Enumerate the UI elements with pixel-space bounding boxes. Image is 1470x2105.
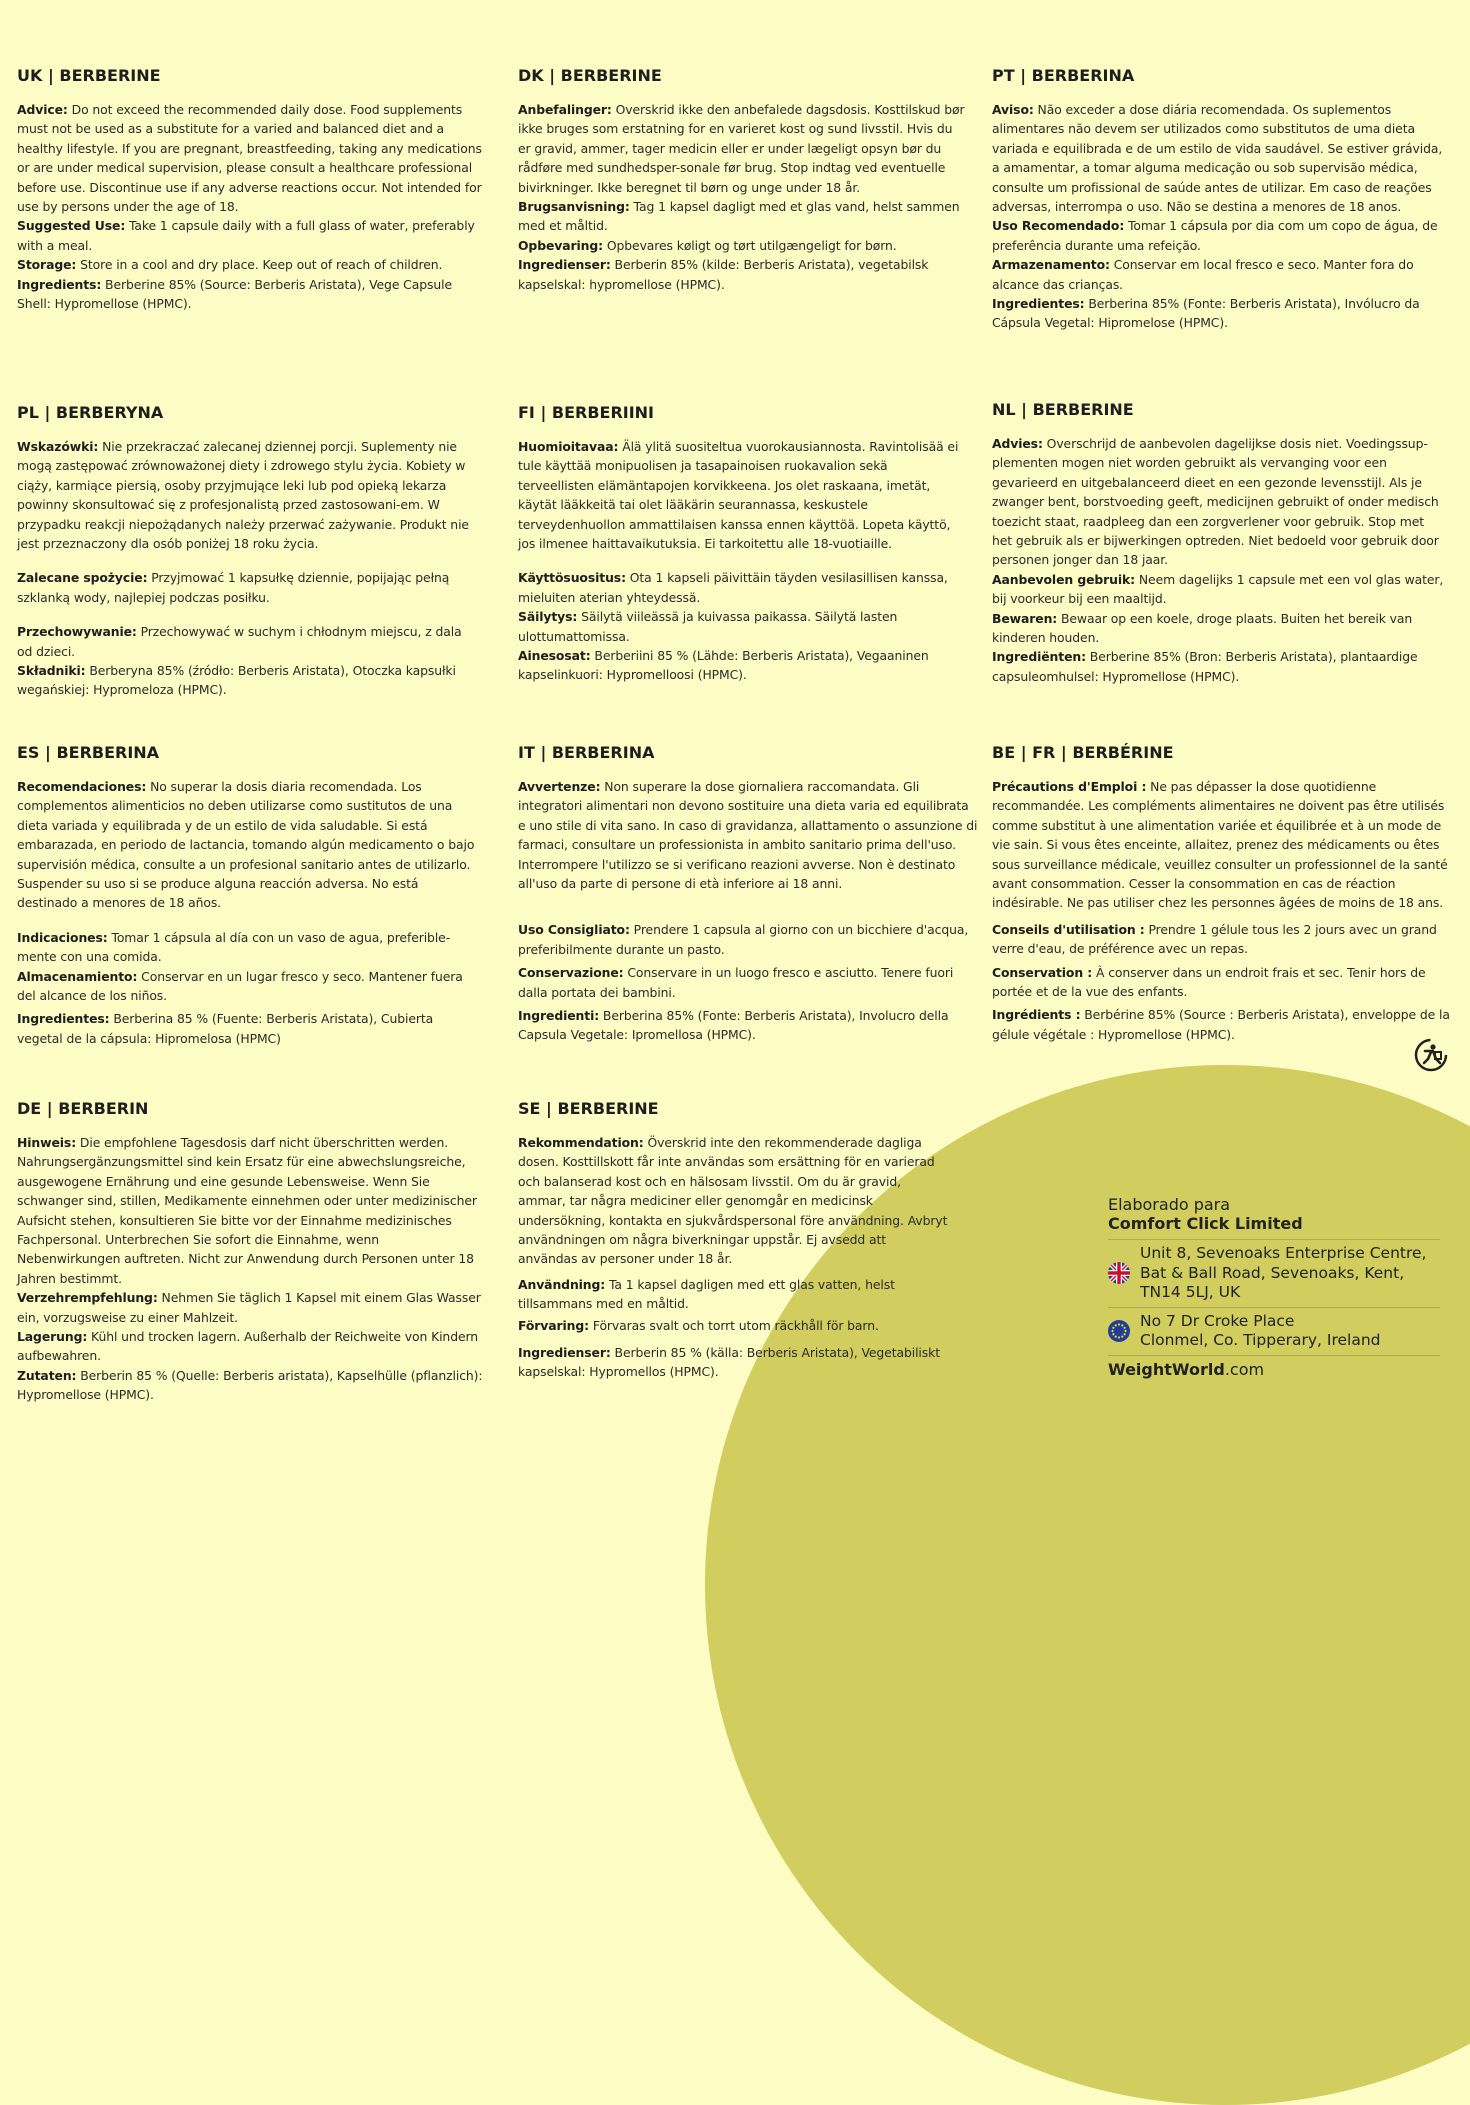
advice-paragraph [518,437,966,553]
advice-text: Não exceder a dose diária recomendada. Os suplementos alimentares não devem ser utilizados como substitutos de uma dieta variada e equilibrada e de um estilo de vida saudável. Se estiver grávida, a amamentar, a tomar alguma medicação ou sob supervisão médica, consulte um profissional de saúde antes de utilizar. Em caso de reações adversas, interrompa o uso. Não se destina a menores de 18 anos. [992,102,1443,215]
ingredients-paragraph [17,1366,485,1405]
ingredients-text: Berbérine 85% (Source : Berberis Aristata), enveloppe de la gélule végétale : Hypromellose (HPMC). [992,1007,1450,1042]
advice-label: Rekommendation: [518,1135,644,1150]
section-pl [17,403,477,700]
usage-label: Uso Consigliato: [518,922,630,938]
advice-text: Overskrid ikke den anbefalede dagsdosis. Kosttilskud bør ikke bruges som erstatning for en varieret kost og sund livsstil. Hvis du er gravid, ammer, tager medicin eller er under lægeligt opsyn bør du rådføre med sundhedsper-sonale før brug. Stop indtag ved eventuelle bivirkninger. Ikke beregnet til børn og unge under 18 år. [518,102,965,195]
uk-flag-icon [1108,1262,1130,1284]
advice-paragraph [17,1133,485,1288]
storage-paragraph [992,609,1447,648]
brand-domain: .com [1224,1359,1265,1379]
made-for-label: Elaborado para [1108,1195,1231,1214]
advice-label: Recomendaciones: [17,779,147,794]
ie-address-line-1: No 7 Dr Croke Place [1140,1311,1295,1330]
storage-paragraph [17,255,482,274]
advice-label: Aviso: [992,102,1034,117]
storage-text: Bewaar op een koele, droge plaats. Buiten het bereik van kinderen houden. [992,610,1413,646]
storage-label: Conservation : [992,964,1093,980]
section-dk [518,66,966,294]
ingredients-text: Berberin 85 % (Quelle: Berberis aristata), Kapselhülle (pflanzlich): Hypromellose (HPMC). [17,1367,483,1403]
ingredients-label: Ingredientes: [992,296,1085,312]
usage-label: Uso Recomendado: [992,218,1125,234]
section-title: PT | BERBERINA [992,66,1135,85]
ingredients-label: Zutaten: [17,1367,77,1383]
advice-paragraph [518,777,980,893]
section-nl [992,400,1447,686]
ingredients-text: Berberine 85% (Source: Berberis Aristata), Vege Capsule Shell: Hypromellose (HPMC). [17,276,452,312]
ingredients-label: Ingredients: [17,276,102,292]
storage-paragraph [518,1316,948,1335]
brand-website [1108,1355,1440,1380]
advice-text: Älä ylitä suositeltua vuorokausiannosta. Ravintolisää ei tule käyttää monipuolisen ja tasapainoisen ruokavalion sekä terveellisten elämäntapojen korvikkeena. Jos olet raskaana, imetät, käytät lääkkeitä tai olet lääkärin seurannassa, keskustele terveydenhuollon ammattilaisen kanssa ennen käyttöä. Lopeta käyttö, jos ilmenee haittavaikutuksia. Ei tarkoitettu alle 18-vuotiaille. [518,439,959,552]
uk-address-line-3: TN14 5LJ, UK [1140,1283,1241,1301]
section-title: ES | BERBERINA [17,743,160,762]
usage-paragraph [17,928,477,967]
ingredients-paragraph [518,646,966,685]
usage-label: Suggested Use: [17,218,126,234]
company-footer [1108,1195,1440,1380]
advice-paragraph [992,434,1447,570]
uk-address-line-2: Bat & Ball Road, Sevenoaks, Kent, [1140,1263,1405,1282]
storage-paragraph [518,607,966,646]
advice-paragraph [518,100,966,197]
storage-label: Conservazione: [518,965,624,981]
section-title: DK | BERBERINE [518,66,662,85]
storage-text: Conservare in un luogo fresco e asciutto. Tenere fuori dalla portata dei bambini. [518,965,954,1000]
brand-name: WeightWorld [1108,1359,1225,1379]
usage-label: Indicaciones: [17,929,108,945]
advice-label: Précautions d'Emploi : [992,779,1147,794]
section-title: FI | BERBERIINI [518,403,655,422]
usage-paragraph [992,920,1457,959]
advice-text: Non superare la dose giornaliera raccomandata. Gli integratori alimentari non devono sostituire una dieta varia ed equilibrata e uno stile di vita sano. In caso di gravidanza, allattamento o assunzione di farmaci, consultare un professionista in ambito sanitario prima dell'uso. Interrompere l'utilizzo se si verificano reazioni avverse. Non è destinato all'uso da parte di persone di età inferiore ai 18 anni. [518,779,978,892]
usage-label: Conseils d'utilisation : [992,921,1145,937]
section-title: IT | BERBERINA [518,743,655,762]
section-title: NL | BERBERINE [992,400,1134,419]
ingredients-label: Składniki: [17,663,86,679]
advice-paragraph [17,437,477,553]
usage-paragraph [518,197,966,236]
ingredients-paragraph [17,661,477,700]
ingredients-paragraph [992,294,1447,333]
advice-label: Wskazówki: [17,439,99,454]
storage-label: Bewaren: [992,610,1058,626]
usage-text: Prendere 1 capsula al giorno con un bicchiere d'acqua, preferibilmente durante un pasto. [518,922,969,957]
ingredients-text: Berberiini 85 % (Lähde: Berberis Aristata), Vegaaninen kapselinkuori: Hypromelloosi (HPMC). [518,648,929,683]
ingredients-paragraph [518,1343,948,1382]
section-se [518,1099,948,1382]
storage-paragraph [518,963,980,1002]
storage-text: Store in a cool and dry place. Keep out of reach of children. [76,257,443,273]
ingredients-label: Ingrediënten: [992,649,1086,665]
ingredients-label: Ingredienser: [518,1345,611,1361]
advice-label: Anbefalinger: [518,102,612,117]
advice-label: Advies: [992,436,1043,451]
storage-paragraph [17,967,477,1006]
storage-label: Storage: [17,257,77,273]
advice-text: No superar la dosis diaria recomendada. Los complementos alimenticios no deben utilizarse como sustitutos de una dieta variada y equilibrada y de un estilo de vida saludable. Si está embarazada, en periodo de lactancia, tomando algún medicamento o bajo supervisión médica, consulte a un profesional sanitario antes de utilizarlo. Suspender su uso si se produce alguna reacción adversa. No está destinado a menores de 18 años. [17,779,475,911]
section-es [17,743,477,1048]
ingredients-paragraph [17,275,482,314]
ingredients-text: Berberine 85% (Bron: Berberis Aristata), plantaardige capsuleomhulsel: Hypromellose (HPMC). [992,649,1418,684]
ingredients-label: Ainesosat: [518,648,591,664]
storage-paragraph [518,236,966,255]
storage-text: Säilytä viileässä ja kuivassa paikassa. Säilytä lasten ulottumattomissa. [518,609,898,644]
section-title: SE | BERBERINE [518,1099,659,1118]
storage-label: Armazenamento: [992,257,1110,273]
storage-paragraph [992,255,1447,294]
advice-label: Hinweis: [17,1135,77,1150]
ingredients-label: Ingrédients : [992,1007,1081,1023]
ingredients-text: Berberin 85 % (källa: Berberis Aristata), Vegetabiliskt kapselskal: Hypromellos (HPMC). [518,1345,940,1380]
storage-label: Säilytys: [518,609,578,625]
ingredients-text: Berberina 85% (Fonte: Berberis Aristata), Invólucro da Cápsula Vegetal: Hipromelose (HPMC). [992,296,1420,331]
section-title: BE | FR | BERBÉRINE [992,743,1174,762]
advice-paragraph [992,777,1457,913]
advice-text: Do not exceed the recommended daily dose. Food supplements must not be used as a substitute for a varied and balanced diet and a healthy lifestyle. If you are pregnant, breastfeeding, taking any medications or are under medical supervision, please consult a healthcare professional before use. Discontinue use if any adverse reactions occur. Not intended for use by persons under the age of 18. [17,102,482,215]
section-fi [518,403,966,685]
usage-text: Tomar 1 cápsula por dia com um copo de água, de preferência durante uma refeição. [992,218,1438,253]
storage-text: Przechowywać w suchym i chłodnym miejscu, z dala od dzieci. [17,624,462,659]
advice-text: Overschrijd de aanbevolen dagelijkse dosis niet. Voedingssup-plementen mogen niet worden gebruikt als vervanging voor een gevarieerd en uitgebalanceerd dieet en een gezonde levensstijl. Als je zwanger bent, borstvoeding geeft, medicijnen gebruikt of onder medisch toezicht staat, raadpleeg dan een zorgverlener voor gebruik. Stop met het gebruik als er bijwerkingen optreden. Niet bedoeld voor gebruik door personen jonger dan 18 jaar. [992,436,1439,568]
usage-label: Användning: [518,1276,606,1292]
storage-label: Przechowywanie: [17,624,137,640]
usage-text: Take 1 capsule daily with a full glass of water, preferably with a meal. [17,218,475,253]
advice-label: Avvertenze: [518,779,601,794]
usage-paragraph [17,216,482,255]
usage-label: Brugsanvisning: [518,199,630,215]
tidyman-recycle-icon [1413,1037,1449,1073]
usage-text: Przyjmować 1 kapsułkę dziennie, popijając pełną szklanką wody, najlepiej podczas posiłku. [17,570,450,605]
usage-paragraph [992,216,1447,255]
advice-paragraph [17,777,477,913]
ingredients-paragraph [518,255,966,294]
usage-paragraph [992,570,1447,609]
ingredients-label: Ingredienti: [518,1008,600,1024]
ingredients-text: Berberyna 85% (źródło: Berberis Aristata), Otoczka kapsułki wegańskiej: Hypromeloza (HPMC). [17,663,456,698]
storage-text: Opbevares køligt og tørt utilgængeligt for børn. [603,237,897,253]
ingredients-paragraph [992,1005,1457,1044]
advice-label: Huomioitavaa: [518,439,619,454]
usage-label: Käyttösuositus: [518,570,626,586]
usage-text: Nehmen Sie täglich 1 Kapsel mit einem Glas Wasser ein, vorzugsweise zu einer Mahlzeit. [17,1290,481,1325]
advice-text: Ne pas dépasser la dose quotidienne recommandée. Les compléments alimentaires ne doivent pas être utilisés comme substitut à une alimentation variée et équilibrée et à un mode de vie sain. Si vous êtes enceinte, allaitez, prenez des médicaments ou êtes sous surveillance médicale, veuillez consulter un professionnel de la santé avant consommation. Cesser la consommation en cas de réaction indésirable. Ne pas utiliser chez les personnes âgées de moins de 18 ans. [992,779,1448,911]
storage-label: Förvaring: [518,1317,590,1333]
ingredients-label: Ingredientes: [17,1011,110,1027]
ie-address-line-2: Clonmel, Co. Tipperary, Ireland [1140,1331,1381,1349]
section-fr [992,743,1457,1044]
storage-label: Almacenamiento: [17,968,138,984]
section-title: DE | BERBERIN [17,1099,149,1118]
storage-text: Förvaras svalt och torrt utom räckhåll för barn. [589,1317,879,1333]
section-uk [17,66,482,313]
usage-paragraph [518,568,966,607]
ingredients-paragraph [17,1009,477,1048]
usage-label: Verzehrempfehlung: [17,1290,158,1306]
storage-label: Opbevaring: [518,237,604,253]
uk-address-row [1108,1239,1440,1307]
usage-text: Ota 1 kapseli päivittäin täyden vesilasillisen kanssa, mieluiten aterian yhteydessä. [518,570,948,605]
usage-paragraph [17,1288,485,1327]
usage-paragraph [518,920,980,959]
advice-paragraph [17,100,482,216]
ingredients-text: Berberina 85 % (Fuente: Berberis Aristata), Cubierta vegetal de la cápsula: Hipromelosa (HPMC) [17,1011,434,1046]
ingredients-paragraph [518,1006,980,1045]
section-pt [992,66,1447,333]
storage-paragraph [17,622,477,661]
advice-text: Die empfohlene Tagesdosis darf nicht überschritten werden. Nahrungsergänzungsmittel sind kein Ersatz für eine abwechslungsreiche, ausgewogene Ernährung und eine gesunde Lebensweise. Wenn Sie schwanger sind, stillen, Medikamente einnehmen oder unter medizinischer Aufsicht stehen, konsultieren Sie bitte vor der Einnahme medizinisches Fachpersonal. Unterbrechen Sie sofort die Einnahme, wenn Nebenwirkungen auftreten. Nicht zur Anwendung durch Personen unter 18 Jahren bestimmt. [17,1135,477,1286]
storage-text: Conservar en un lugar fresco y seco. Mantener fuera del alcance de los niños. [17,968,463,1004]
storage-label: Lagerung: [17,1329,88,1345]
uk-address-line-1: Unit 8, Sevenoaks Enterprise Centre, [1140,1244,1427,1262]
storage-text: Conservar em local fresco e seco. Manter fora do alcance das crianças. [992,257,1414,292]
advice-paragraph [518,1133,948,1269]
ingredients-label: Ingredienser: [518,257,611,273]
ie-address [1140,1312,1381,1351]
usage-text: Tomar 1 cápsula al día con un vaso de agua, preferible-mente con una comida. [17,929,451,965]
ingredients-text: Berberin 85% (kilde: Berberis Aristata), vegetabilsk kapselskal: hypromellose (HPMC). [518,257,929,292]
usage-label: Aanbevolen gebruik: [992,571,1136,587]
advice-text: Överskrid inte den rekommenderade dagliga dosen. Kosttillskott får inte användas som ersättning för en varierad och balanserad kost och en hälsosam livsstil. Om du är gravid, ammar, tar några mediciner eller genomgår en medicinsk undersökning, kontakta en sjukvårdspersonal före användning. Avbryt användningen om några biverkningar uppstår. Ej avsedd att användas av personer under 18 år. [518,1135,948,1267]
advice-text: Nie przekraczać zalecanej dziennej porcji. Suplementy nie mogą zastępować zrównoważonej diety i zdrowego stylu życia. Kobiety w ciąży, karmiące piersią, osoby przyjmujące leki lub pod opieką lekarza powinny skonsultować się z profesjonalistą przed zastosowani-em. W przypadku reakcji niepożądanych należy przerwać zażywanie. Produkt nie jest przeznaczony dla osób poniżej 18 roku życia. [17,439,469,552]
ingredients-text: Berberina 85% (Fonte: Berberis Aristata), Involucro della Capsula Vegetale: Ipromellosa (HPMC). [518,1008,949,1043]
storage-paragraph [17,1327,485,1366]
usage-paragraph [518,1275,948,1314]
company-name: Comfort Click Limited [1108,1214,1303,1233]
section-de [17,1099,485,1405]
section-title: PL | BERBERYNA [17,403,164,422]
usage-text: Prendre 1 gélule tous les 2 jours avec un grand verre d'eau, de préférence avec un repas. [992,921,1437,957]
usage-text: Tag 1 kapsel dagligt med et glas vand, helst sammen med et måltid. [518,199,960,234]
section-title: UK | BERBERINE [17,66,161,85]
advice-paragraph [992,100,1447,216]
usage-paragraph [17,568,477,607]
storage-text: À conserver dans un endroit frais et sec. Tenir hors de portée et de la vue des enfants. [992,964,1426,1000]
usage-text: Ta 1 kapsel dagligen med ett glas vatten, helst tillsammans med en måltid. [518,1276,895,1312]
usage-label: Zalecane spożycie: [17,570,148,586]
usage-text: Neem dagelijks 1 capsule met een vol glas water, bij voorkeur bij een maaltijd. [992,571,1444,607]
eu-flag-icon [1108,1320,1130,1342]
section-it [518,743,980,1045]
ingredients-paragraph [992,647,1447,686]
storage-text: Kühl und trocken lagern. Außerhalb der Reichweite von Kindern aufbewahren. [17,1329,479,1364]
storage-paragraph [992,963,1457,1002]
advice-label: Advice: [17,102,68,117]
ie-address-row [1108,1307,1440,1355]
uk-address [1140,1244,1426,1303]
